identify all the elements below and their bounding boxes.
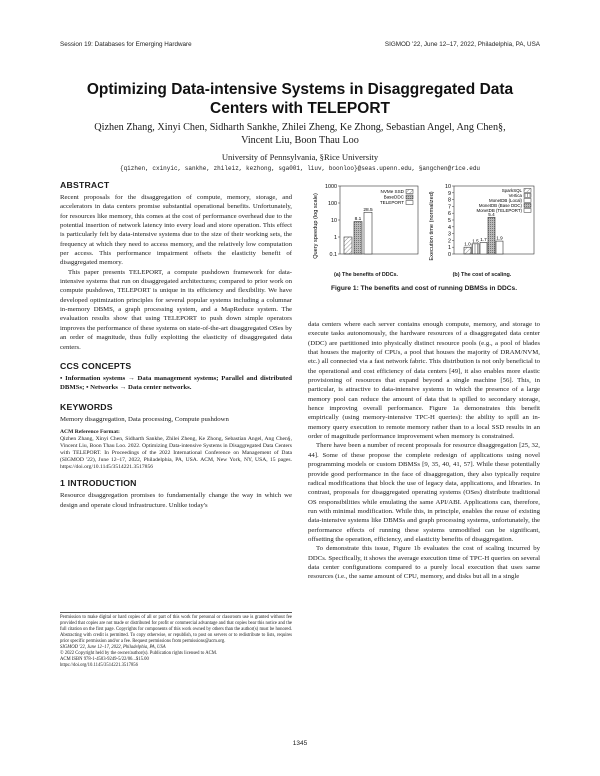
acm-reference-heading: ACM Reference Format: (60, 428, 120, 435)
chart-b-data-label: 1.9 (496, 235, 503, 241)
chart-a-bar (364, 212, 372, 254)
author-line-2: Vincent Liu, Boon Thau Loo (241, 134, 359, 146)
chart-b-data-label: 1.5 (472, 238, 479, 244)
doi-line: https://doi.org/10.1145/3514221.3517856 (60, 663, 138, 669)
chart-b-legend-label: Vertica (508, 193, 522, 198)
keywords-heading: KEYWORDS (60, 401, 113, 412)
intro-paragraph-1: data centers where each server contains enough compute, memory, and storage to execute tasks autonomously, the hardware resources of a disaggregated data center (DDC) are partitioned into physically distinct resource pools (e.g., a pool of blades that houses the majority of CPUs, a pool that houses the majority of DRAM/NVM, etc.) all connected via a fast network fabric. This distribution is not only beneficial to the operational and cost efficiency of data centers [49], it also enables more elastic provisioning of resources that expand beyond a single machine [56]. This, in particular, is attractive to data-intensive systems in which the presence of a large memory pool can reduce the amount of data that is spilled to secondary storage, hence improving overall performance. Figure 1a demonstrates this benefit empirically (using memory-intensive TPC-H queries): the ability to spill an in-memory query execution to remote memory rather than to a local SSD results in an order of magnitude performance improvement when memory is constrained. (308, 321, 540, 441)
chart-a-data-label: 8.1 (354, 217, 362, 223)
chart-a-tick-label: 10 (331, 218, 337, 224)
permission-statement: Permission to make digital or hard copies of all or part of this work for personal or classroom use is granted without fee provided that copies are not made or distributed for profit or commercial advantage and that copies bear this notice and the full citation on the first page. Copyrights for components of this work owned by others than the author(s) must be honored. Abstracting with credit is permitted. To copy otherwise, or republish, to post on servers or to redistribute to lists, requires prior specific permission and/or a fee. Request permissions from permissions@acm.org. (60, 615, 292, 645)
acm-reference-text: Qizhen Zhang, Xinyi Chen, Sidharth Sankhe, Zhilei Zheng, Ke Zhong, Sebastian Angel, Ang Chen§, Vincent Liu, Boon Thau Loo. 2022. Optimizing Data-intensive Systems in Disaggregated Data Centers with TELEPORT. In Proceedings of the 2022 International Conference on Management of Data (SIGMOD '22), June 12–17, 2022, Philadelphia, PA, USA. ACM, New York, NY, USA, 15 pages. https://doi.org/10.1145/3514221.3517856 (60, 435, 292, 471)
chart-b-legend-label: MonetDB (TELEPORT) (476, 208, 522, 213)
chart-a-bar (354, 222, 362, 254)
chart-b-bar (472, 244, 479, 254)
copyright-line: © 2022 Copyright held by the owner/author(s). Publication rights licensed to ACM. (60, 651, 218, 657)
chart-b-tick-label: 6 (448, 211, 451, 218)
chart-a-legend-label: NVMe SSD (380, 189, 404, 194)
figure-1-caption: Figure 1: The benefits and cost of running DBMSs in DDCs. (330, 285, 518, 292)
permission-block (60, 612, 292, 669)
abstract-heading: ABSTRACT (60, 180, 110, 190)
abstract (60, 193, 292, 352)
chart-a-caption: (a) The benefits of DDCs. (333, 272, 399, 278)
page-number: 1345 (292, 740, 308, 747)
chart-b-legend-swatch (524, 199, 531, 203)
acm-reference (60, 429, 292, 472)
affiliation: University of Pennsylvania, §Rice University (221, 152, 379, 162)
chart-b-caption: (b) The cost of scaling. (452, 272, 512, 278)
chart-b-tick-label: 1 (448, 245, 451, 252)
chart-b-data-label: 5.4 (488, 211, 495, 217)
footnote-rule (60, 612, 292, 613)
abstract-paragraph-1: Recent proposals for the disaggregation of compute, memory, storage, and accelerators in data centers promise substantial operational benefits. Unfortunately, for resources like memory, this comes at the cost of performance overhead due to the potential insertion of network latency into every load and store operation. This effect is particularly felt by data-intensive systems due to the size of their working sets, the frequency at which they need to access memory, and the relatively low computation per access. This performance impairment offsets the elasticity benefit of disaggregated memory. (60, 194, 292, 267)
chart-b-data-label: 1.7 (480, 236, 487, 242)
chart-b-legend-swatch (524, 204, 531, 208)
isbn-line: ACM ISBN 978-1-4503-9249-5/22/06...$15.00 (60, 657, 149, 663)
chart-b-tick-label: 7 (448, 204, 451, 211)
chart-b-tick-label: 0 (448, 252, 451, 258)
chart-a-tick-label: 100 (328, 201, 337, 207)
author-line-1: Qizhen Zhang, Xinyi Chen, Sidharth Sankhe, Zhilei Zheng, Ke Zhong, Sebastian Angel, Ang Chen§, (94, 122, 506, 133)
right-column-text (308, 320, 540, 582)
chart-a-legend-swatch (406, 190, 413, 194)
intro-paragraph-2: There have been a number of recent proposals for resource disaggregation [25, 32, 44]. Some of these propose the complete redesign of applications using novel programming models or custom DBMSs [9, 35, 40, 41, 57]. While these potentially provide good performance in the face of disaggregation, they also typically require radical modifications that block the use of legacy data, applications, and libraries. In contrast, proposals for disaggregated operating systems (OSes) distribute traditional OS responsibilities while emulating the same API/ABI. Applications can, therefore, run with minimal modification. While this, in principle, enables the reuse of existing data-intensive systems like DBMSs and graph processing systems, unfortunately, the performance effects of running these systems unmodified can be significant, offsetting the operation, efficiency, and elasticity benefits of disaggregation. (308, 442, 540, 543)
chart-b-bar (496, 241, 503, 254)
chart-b-tick-label: 10 (445, 184, 451, 190)
chart-a-legend-swatch (406, 201, 413, 205)
chart-b-bar (480, 242, 487, 254)
chart-a-tick-label: 0.1 (329, 252, 337, 258)
chart-b-bar (464, 247, 471, 254)
chart-b-data-label: 1.0 (464, 241, 471, 247)
chart-b-legend-swatch (524, 194, 531, 198)
ccs-concepts: • Information systems → Data management systems; Parallel and distributed DBMSs; • Networks → Data center networks. (60, 374, 292, 392)
keywords: Memory disaggregation, Data processing, Compute pushdown (60, 415, 229, 423)
chart-b-legend-label: SparkSQL (501, 188, 522, 193)
conference-line: SIGMOD '22, June 12–17, 2022, Philadelphia, PA, USA (60, 645, 166, 651)
chart-b-tick-label: 4 (448, 224, 451, 231)
chart-b-legend-swatch (524, 209, 531, 213)
chart-a-data-label: 28.5 (363, 207, 373, 213)
running-header-left: Session 19: Databases for Emerging Hardware (60, 41, 192, 48)
chart-b (424, 180, 540, 272)
running-header-right: SIGMOD '22, June 12–17, 2022, Philadelphia, PA, USA (384, 41, 540, 48)
chart-b-tick-label: 8 (448, 197, 451, 204)
chart-a-ylabel: Query speedup (log scale) (313, 193, 319, 259)
chart-b-tick-label: 9 (448, 190, 451, 197)
chart-a-tick-label: 1 (334, 235, 337, 241)
author-list (90, 122, 510, 147)
left-column (60, 180, 292, 510)
chart-b-tick-label: 2 (448, 238, 451, 245)
chart-b-legend-label: MonetDB (Base DDC) (478, 203, 522, 208)
intro-paragraph-3: To demonstrate this issue, Figure 1b evaluates the cost of scaling incurred by DDCs. Specifically, it shows the average execution time of TPC-H queries on several data center configurations compared to a purely local execution that uses same resources (i.e., the same amount of CPU, memory, and disks but all in a single (308, 545, 540, 581)
chart-b-tick-label: 3 (448, 231, 451, 238)
chart-b-ylabel: Execution time (normalized) (429, 191, 435, 261)
chart-a (308, 180, 424, 272)
figure-1 (308, 180, 540, 302)
chart-a-legend-label: BaseDDC (383, 194, 404, 200)
chart-a-bar (344, 237, 352, 254)
chart-b-legend-swatch (524, 189, 531, 193)
abstract-paragraph-2: This paper presents TELEPORT, a compute pushdown framework for data-intensive systems that run on disaggregated architectures; compared to prior work on compute pushdown, TELEPORT is unique in its efficiency and flexibility. We have developed optimization principles for several popular systems including a columnar in-memory DBMS, a graph processing system, and a MapReduce system. The evaluation results show that using TELEPORT to push down simple operators improves the performance of these systems on state-of-the-art disaggregated OSes by an order of magnitude, thus fully exploiting the elasticity of disaggregated data centers. (60, 268, 292, 351)
chart-a-legend-swatch (406, 195, 413, 199)
author-emails: {qizhen, cxinyic, sankhe, zhileiz, kezhong, sga001, liuv, boonloo}@seas.upenn.edu, §angchen@rice.edu (119, 165, 481, 172)
introduction-left-text: Resource disaggregation promises to fundamentally change the way in which we design and operate cloud infrastructure. Unlike today's (60, 492, 292, 509)
chart-a-tick-label: 1000 (325, 184, 337, 190)
ccs-heading: CCS CONCEPTS (60, 360, 132, 371)
chart-b-tick-label: 5 (448, 218, 451, 224)
chart-b-legend-label: MonetDB (Local) (489, 198, 522, 203)
chart-a-legend-label: TELEPORT (379, 200, 404, 205)
chart-b-bar (488, 217, 495, 254)
paper-title: Optimizing Data-intensive Systems in Disaggregated Data Centers with TELEPORT (86, 81, 514, 117)
introduction-heading: 1 INTRODUCTION (60, 478, 137, 489)
